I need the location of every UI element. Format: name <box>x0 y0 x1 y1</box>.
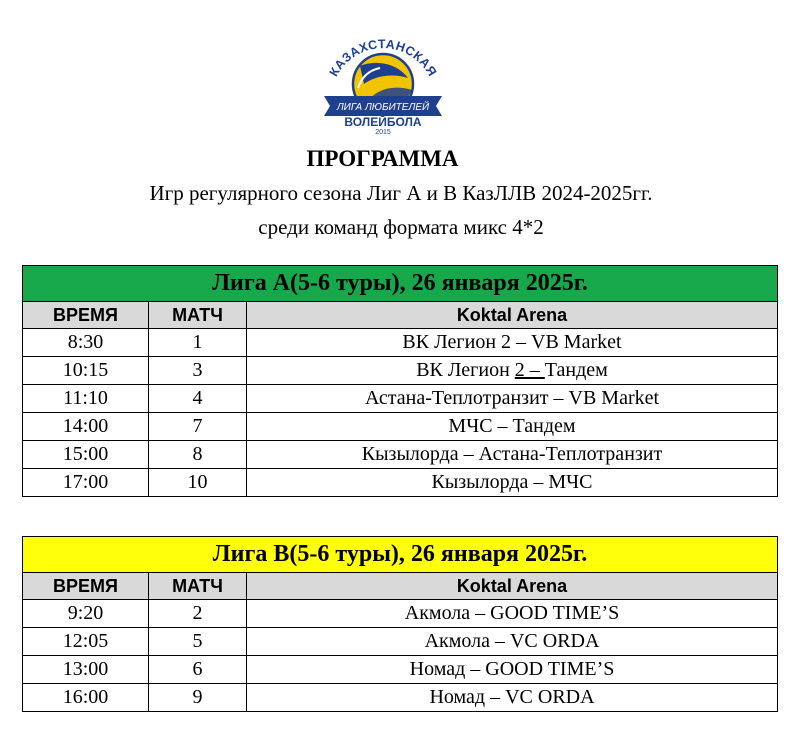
row-match: 6 <box>149 656 247 684</box>
row-match: 9 <box>149 684 247 712</box>
row-match: 10 <box>149 469 247 497</box>
table-row <box>23 656 778 684</box>
column-header-time: ВРЕМЯ <box>23 573 149 600</box>
table-row <box>23 600 778 628</box>
row-game: МЧС – Тандем <box>247 413 778 441</box>
row-time: 13:00 <box>23 656 149 684</box>
row-time: 16:00 <box>23 684 149 712</box>
table-row <box>23 329 778 357</box>
row-game: Кызылорда – МЧС <box>247 469 778 497</box>
logo-year: 2015 <box>375 129 391 134</box>
league-a-table <box>22 265 778 497</box>
table-row <box>23 357 778 385</box>
league-b-table <box>22 536 778 712</box>
row-game-underlined: 2 – <box>514 359 545 381</box>
table-row <box>23 413 778 441</box>
logo-arc-text: КАЗАХСТАНСКАЯ <box>326 37 440 79</box>
row-time: 10:15 <box>23 357 149 385</box>
column-header-venue: Koktal Arena <box>247 302 778 329</box>
page-title: ПРОГРАММА <box>306 146 459 171</box>
row-match: 5 <box>149 628 247 656</box>
logo-bottom-text: ВОЛЕЙБОЛА <box>344 115 422 129</box>
row-game-part: ВК Легион <box>416 359 515 381</box>
page-subtitle-1: Игр регулярного сезона Лиг А и В КазЛЛВ 2024-2025гг. <box>149 181 653 205</box>
row-game: Номад – VC ORDA <box>247 684 778 712</box>
column-header-match: МАТЧ <box>149 573 247 600</box>
row-time: 14:00 <box>23 413 149 441</box>
row-game: Акмола – VC ORDA <box>247 628 778 656</box>
row-game: Астана-Теплотранзит – VB Market <box>247 385 778 413</box>
column-header-time: ВРЕМЯ <box>23 302 149 329</box>
logo-ribbon-text: ЛИГА ЛЮБИТЕЛЕЙ <box>336 102 430 113</box>
row-match: 7 <box>149 413 247 441</box>
row-game <box>247 357 778 385</box>
league-logo <box>318 26 448 134</box>
row-time: 8:30 <box>23 329 149 357</box>
row-time: 12:05 <box>23 628 149 656</box>
table-row <box>23 628 778 656</box>
league-a-title: Лига А(5-6 туры), 26 января 2025г. <box>23 266 778 302</box>
row-game: ВК Легион 2 – VB Market <box>247 329 778 357</box>
table-row <box>23 385 778 413</box>
row-match: 8 <box>149 441 247 469</box>
row-match: 1 <box>149 329 247 357</box>
league-b-column-headers <box>23 573 778 600</box>
row-game: Акмола – GOOD TIME’S <box>247 600 778 628</box>
column-header-venue: Koktal Arena <box>247 573 778 600</box>
row-game: Номад – GOOD TIME’S <box>247 656 778 684</box>
row-time: 11:10 <box>23 385 149 413</box>
page-subtitle-2: среди команд формата микс 4*2 <box>258 215 544 239</box>
row-time: 17:00 <box>23 469 149 497</box>
league-a-column-headers <box>23 302 778 329</box>
table-row <box>23 469 778 497</box>
table-row <box>23 684 778 712</box>
row-game-part: Тандем <box>544 359 608 381</box>
row-match: 2 <box>149 600 247 628</box>
column-header-match: МАТЧ <box>149 302 247 329</box>
row-game: Кызылорда – Астана-Теплотранзит <box>247 441 778 469</box>
row-match: 3 <box>149 357 247 385</box>
table-row <box>23 441 778 469</box>
row-time: 15:00 <box>23 441 149 469</box>
row-match: 4 <box>149 385 247 413</box>
row-time: 9:20 <box>23 600 149 628</box>
league-b-title: Лига В(5-6 туры), 26 января 2025г. <box>23 537 778 573</box>
